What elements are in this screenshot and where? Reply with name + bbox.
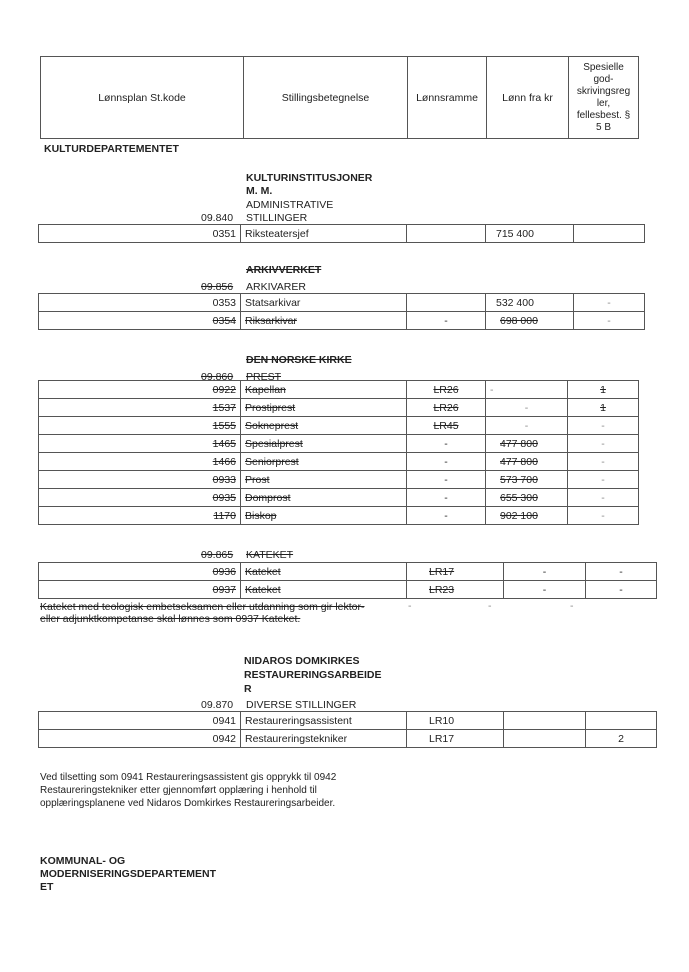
header-spesielle-line: ler, <box>596 97 611 109</box>
plan-code: 09.856 <box>201 281 234 293</box>
note-dash: - <box>570 600 574 612</box>
stillingskode: 1465 <box>39 435 241 453</box>
table-row <box>39 471 639 489</box>
table-row <box>39 581 657 599</box>
stillingskode: 0922 <box>39 381 241 399</box>
lonnsramme <box>407 294 486 312</box>
position-table <box>38 562 657 599</box>
section-title: DEN NORSKE KIRKE <box>246 354 352 366</box>
stillingsbetegnelse: Spesialprest <box>241 435 407 453</box>
header-lonnsplan: Lønnsplan St.kode <box>41 57 244 139</box>
stillingsbetegnelse: Restaureringstekniker <box>241 730 407 748</box>
stillingsbetegnelse: Kateket <box>241 563 407 581</box>
section-title: R <box>244 683 252 695</box>
lonnsramme: - <box>407 507 486 525</box>
lonnsramme: LR26 <box>407 399 486 417</box>
lonnsramme: - <box>407 489 486 507</box>
stillingsbetegnelse: Restaureringsassistent <box>241 712 407 730</box>
table-row <box>39 312 645 330</box>
lonn-fra: 532 400 <box>486 294 574 312</box>
lonnsramme: LR45 <box>407 417 486 435</box>
note-text: Kateket med teologisk embetseksamen eller utdanning som gir lektor- <box>40 601 365 613</box>
stillingskode: 1555 <box>39 417 241 435</box>
stillingskode: 0942 <box>39 730 241 748</box>
subsection-title: ADMINISTRATIVE <box>246 199 334 211</box>
stillingsbetegnelse: Prost <box>241 471 407 489</box>
department-title: MODERNISERINGSDEPARTEMENT <box>40 868 216 880</box>
stillingskode: 1170 <box>39 507 241 525</box>
spesielle-regler: - <box>568 471 639 489</box>
spesielle-regler <box>574 225 645 243</box>
section-title: RESTAURERINGSARBEIDE <box>244 669 382 681</box>
table-row <box>39 507 639 525</box>
stillingskode: 0933 <box>39 471 241 489</box>
spesielle-regler <box>586 712 657 730</box>
table-row <box>39 399 639 417</box>
department-title: KOMMUNAL- OG <box>40 855 126 867</box>
spesielle-regler: - <box>574 312 645 330</box>
position-table <box>38 380 639 525</box>
lonn-fra: 655 300 <box>486 489 568 507</box>
column-header-table <box>40 56 639 139</box>
note-text: eller adjunktkompetanse skal lønnes som 0937 Kateket. <box>40 613 301 625</box>
section-title: NIDAROS DOMKIRKES <box>244 655 360 667</box>
header-spesielle <box>569 57 639 139</box>
lonn-fra: 698 000 <box>486 312 574 330</box>
header-lonn-fra: Lønn fra kr <box>487 57 569 139</box>
stillingskode: 0935 <box>39 489 241 507</box>
note-dash: - <box>488 600 492 612</box>
header-spesielle-line: 5 B <box>595 121 611 133</box>
stillingsbetegnelse: Sokneprest <box>241 417 407 435</box>
stillingskode: 0937 <box>39 581 241 599</box>
table-row <box>39 563 657 581</box>
lonn-fra: - <box>504 581 586 599</box>
note-dash: - <box>408 600 412 612</box>
paragraph-line: Restaureringstekniker etter gjennomført opplæring i henhold til <box>40 785 317 796</box>
subsection-title: KATEKET <box>246 549 294 561</box>
stillingskode: 1537 <box>39 399 241 417</box>
section-title: KULTURINSTITUSJONER <box>246 172 373 184</box>
stillingskode: 1466 <box>39 453 241 471</box>
lonnsramme: - <box>407 471 486 489</box>
position-table <box>38 224 645 243</box>
stillingsbetegnelse: Biskop <box>241 507 407 525</box>
stillingsbetegnelse: Kateket <box>241 581 407 599</box>
table-row <box>39 225 645 243</box>
spesielle-regler: - <box>568 417 639 435</box>
table-row <box>39 435 639 453</box>
lonnsramme: - <box>407 312 486 330</box>
plan-code: 09.840 <box>201 212 234 224</box>
lonn-fra: 902 100 <box>486 507 568 525</box>
stillingsbetegnelse: Riksteatersjef <box>241 225 407 243</box>
department-title: ET <box>40 881 54 893</box>
table-row <box>39 453 639 471</box>
lonnsramme: LR17 <box>407 563 504 581</box>
header-spesielle-line: Spesielle <box>583 61 624 73</box>
lonnsramme: - <box>407 453 486 471</box>
lonn-fra: - <box>486 381 568 399</box>
lonnsramme: LR26 <box>407 381 486 399</box>
lonnsramme <box>407 225 486 243</box>
stillingsbetegnelse: Kapellan <box>241 381 407 399</box>
position-table <box>38 293 645 330</box>
spesielle-regler: - <box>568 435 639 453</box>
section-title: M. M. <box>246 185 273 197</box>
table-row <box>39 730 657 748</box>
table-row <box>39 294 645 312</box>
stillingsbetegnelse: Seniorprest <box>241 453 407 471</box>
lonn-fra <box>504 730 586 748</box>
lonn-fra: 477 800 <box>486 453 568 471</box>
spesielle-regler: - <box>568 489 639 507</box>
table-row <box>39 381 639 399</box>
stillingskode: 0353 <box>39 294 241 312</box>
stillingsbetegnelse: Domprost <box>241 489 407 507</box>
header-spesielle-line: skrivingsreg <box>576 85 631 97</box>
stillingsbetegnelse: Riksarkivar <box>241 312 407 330</box>
stillingskode: 0936 <box>39 563 241 581</box>
header-lonnsramme: Lønnsramme <box>408 57 487 139</box>
spesielle-regler: - <box>568 507 639 525</box>
lonn-fra: - <box>486 417 568 435</box>
header-stillingsbetegnelse: Stillingsbetegnelse <box>244 57 408 139</box>
paragraph-line: Ved tilsetting som 0941 Restaureringsassistent gis opprykk til 0942 <box>40 772 337 783</box>
plan-code: 09.860 <box>201 371 234 383</box>
lonn-fra: 477 800 <box>486 435 568 453</box>
stillingskode: 0351 <box>39 225 241 243</box>
spesielle-regler: - <box>586 581 657 599</box>
lonnsramme: LR10 <box>407 712 504 730</box>
header-spesielle-line: god- <box>593 73 614 85</box>
stillingskode: 0354 <box>39 312 241 330</box>
spesielle-regler: 1 <box>568 399 639 417</box>
table-row <box>39 712 657 730</box>
stillingskode: 0941 <box>39 712 241 730</box>
spesielle-regler: - <box>574 294 645 312</box>
position-table <box>38 711 657 748</box>
paragraph-line: opplæringsplanene ved Nidaros Domkirkes Restaureringsarbeider. <box>40 798 336 809</box>
subsection-title: STILLINGER <box>246 212 308 224</box>
lonn-fra: - <box>504 563 586 581</box>
spesielle-regler: - <box>586 563 657 581</box>
lonnsramme: - <box>407 435 486 453</box>
section-title: ARKIVVERKET <box>246 264 322 276</box>
header-spesielle-line: fellesbest. § <box>576 109 631 121</box>
lonn-fra <box>504 712 586 730</box>
spesielle-regler: 2 <box>586 730 657 748</box>
spesielle-regler: - <box>568 453 639 471</box>
plan-code: 09.865 <box>201 549 234 561</box>
subsection-title: DIVERSE STILLINGER <box>246 699 357 711</box>
subsection-title: PREST <box>246 371 282 383</box>
stillingsbetegnelse: Statsarkivar <box>241 294 407 312</box>
department-title: KULTURDEPARTEMENTET <box>44 143 179 155</box>
lonn-fra: - <box>486 399 568 417</box>
spesielle-regler: 1 <box>568 381 639 399</box>
lonn-fra: 573 700 <box>486 471 568 489</box>
lonnsramme: LR23 <box>407 581 504 599</box>
table-row <box>39 417 639 435</box>
lonnsramme: LR17 <box>407 730 504 748</box>
lonn-fra: 715 400 <box>486 225 574 243</box>
table-row <box>39 489 639 507</box>
plan-code: 09.870 <box>201 699 234 711</box>
subsection-title: ARKIVARER <box>246 281 306 293</box>
stillingsbetegnelse: Prostiprest <box>241 399 407 417</box>
